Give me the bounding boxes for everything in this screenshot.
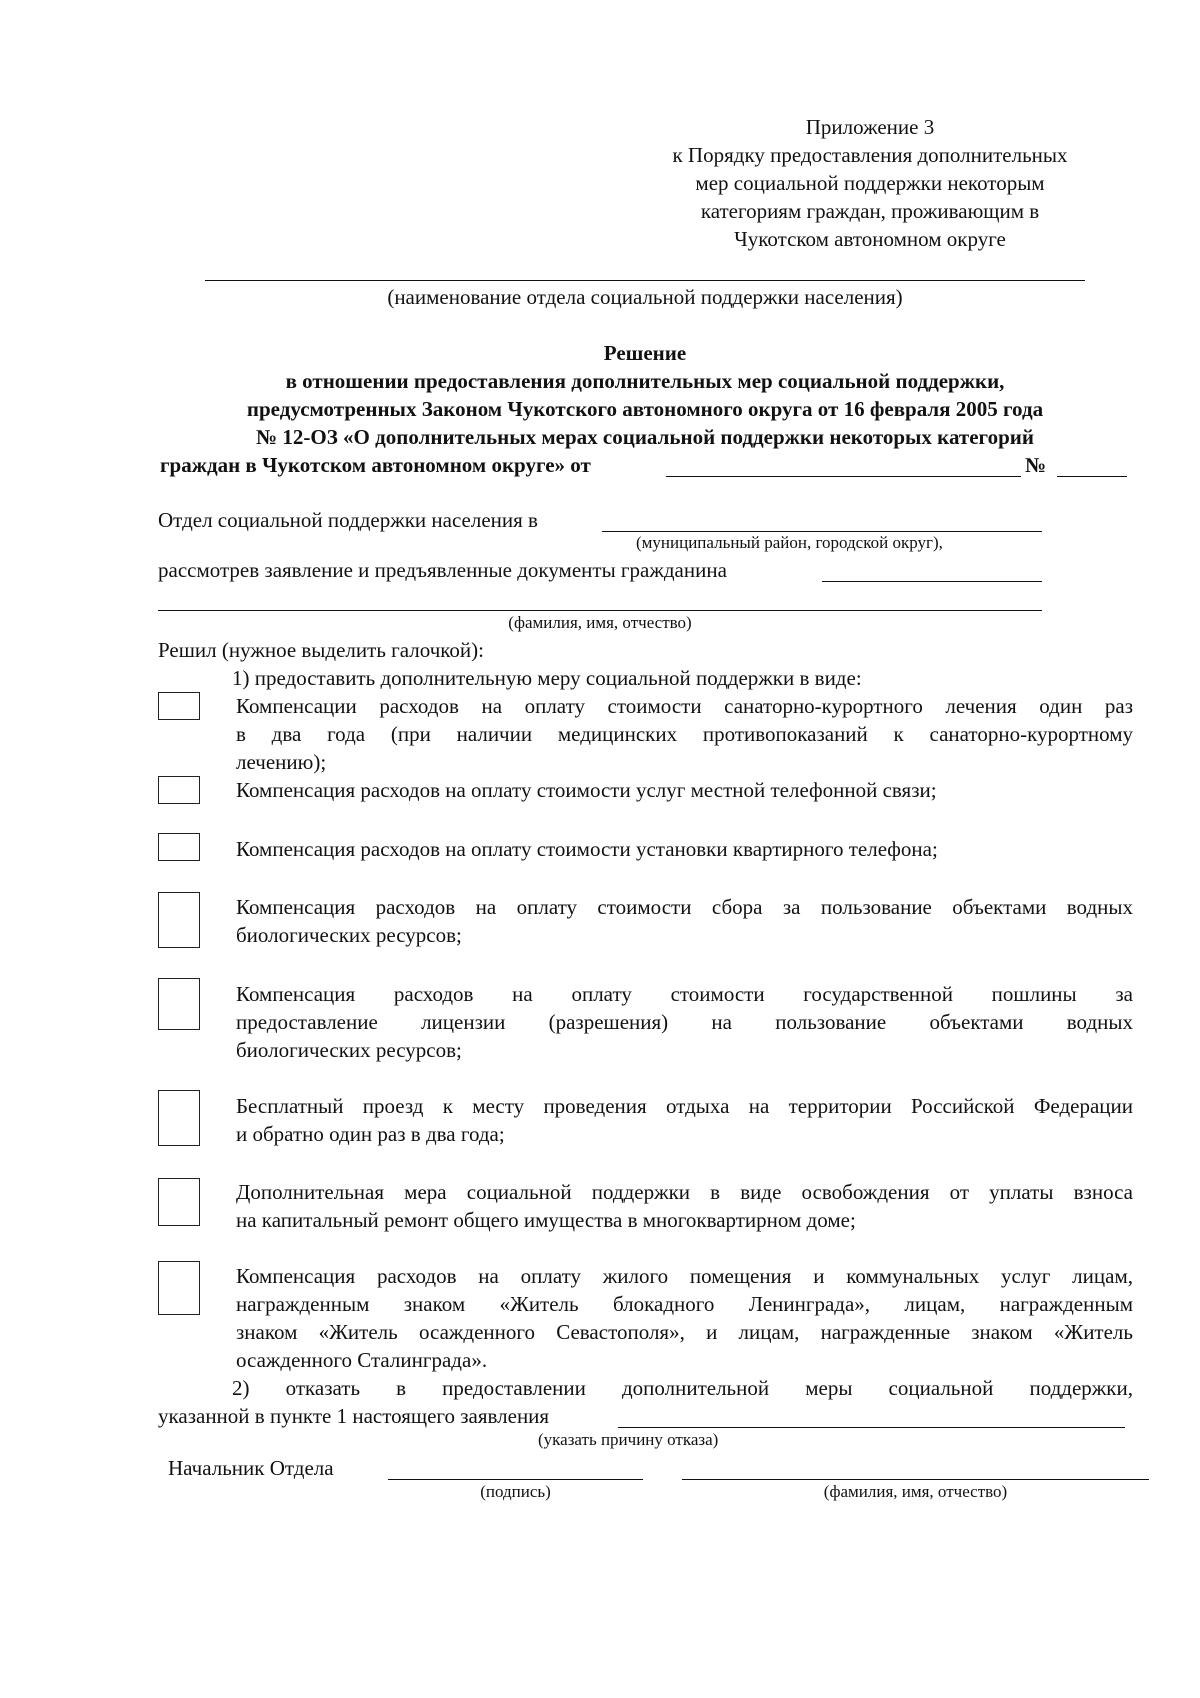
option-line: Компенсация расходов на оплату стоимости сбора за пользование объектами водных: [236, 895, 1133, 919]
option-line: в два года (при наличии медицинских противопоказаний к санаторно-курортному: [236, 722, 1133, 746]
decision-date-field[interactable]: [666, 476, 1021, 477]
option-7-text: [236, 1178, 1133, 1234]
option-line: награжденным знаком «Житель блокадного Ленинграда», лицам, награжденным: [236, 1292, 1133, 1316]
head-fio-field[interactable]: [682, 1479, 1149, 1480]
option-line: на капитальный ремонт общего имущества в многоквартирном доме;: [236, 1208, 856, 1232]
document-heading: Решение: [603, 341, 687, 365]
checkbox-option-8[interactable]: [158, 1261, 200, 1315]
option-line: биологических ресурсов;: [236, 923, 462, 947]
review-text: рассмотрев заявление и предъявленные документы гражданина: [158, 558, 727, 582]
document-title-line: граждан в Чукотском автономном округе» от: [160, 453, 591, 477]
appendix-line: к Порядку предоставления дополнительных: [672, 143, 1068, 167]
option-line: Дополнительная мера социальной поддержки в виде освобождения от уплаты взноса: [236, 1180, 1133, 1204]
refusal-caption: (указать причину отказа): [538, 1430, 719, 1449]
option-6-text: [236, 1092, 1133, 1148]
document-title-line: предусмотренных Законом Чукотского автономного округа от 16 февраля 2005 года: [246, 397, 1044, 421]
decided-label: Решил (нужное выделить галочкой):: [158, 638, 484, 662]
citizen-fio-field[interactable]: [158, 610, 1042, 611]
appendix-line: категориям граждан, проживающим в: [700, 199, 1040, 223]
department-prefix: Отдел социальной поддержки населения в: [158, 508, 538, 532]
checkbox-option-2[interactable]: [158, 776, 200, 804]
appendix-block: [620, 113, 1120, 253]
option-line: биологических ресурсов;: [236, 1038, 462, 1062]
document-title-line: № 12-ОЗ «О дополнительных мерах социальной поддержки некоторых категорий: [256, 425, 1034, 449]
option-line: предоставление лицензии (разрешения) на пользование объектами водных: [236, 1010, 1133, 1034]
refusal-line-1: 2) отказать в предоставлении дополнительной меры социальной поддержки,: [232, 1376, 1133, 1400]
option-line: знаком «Житель осажденного Севастополя», и лицам, награжденные знаком «Житель: [236, 1320, 1133, 1344]
option-line: Компенсация расходов на оплату стоимости государственной пошлины за: [236, 982, 1133, 1006]
option-8-text: [236, 1262, 1133, 1374]
signature-field[interactable]: [388, 1479, 643, 1480]
head-of-department-label: Начальник Отдела: [168, 1456, 334, 1480]
citizen-field-short[interactable]: [822, 581, 1042, 582]
decision-number-field[interactable]: [1057, 476, 1127, 477]
checkbox-option-7[interactable]: [158, 1178, 200, 1226]
option-1-text: [236, 692, 1133, 776]
appendix-line: мер социальной поддержки некоторым: [695, 171, 1045, 195]
option-line: Компенсация расходов на оплату стоимости услуг местной телефонной связи;: [236, 778, 937, 802]
appendix-line: Чукотском автономном округе: [734, 227, 1006, 251]
checkbox-option-6[interactable]: [158, 1090, 200, 1146]
checkbox-option-4[interactable]: [158, 892, 200, 948]
option-5-text: [236, 980, 1133, 1064]
checkbox-option-5[interactable]: [158, 978, 200, 1030]
option-line: Компенсация расходов на оплату жилого помещения и коммунальных услуг лицам,: [236, 1264, 1133, 1288]
option-4-text: [236, 893, 1133, 949]
item-1-label: 1) предоставить дополнительную меру социальной поддержки в виде:: [232, 666, 862, 690]
department-caption: (наименование отдела социальной поддержки населения): [387, 285, 903, 309]
option-3-text: [236, 835, 1133, 863]
checkbox-option-1[interactable]: [158, 692, 200, 720]
municipality-caption: (муниципальный район, городской округ),: [636, 533, 943, 552]
option-line: осажденного Сталинграда».: [236, 1348, 488, 1372]
checkbox-option-3[interactable]: [158, 833, 200, 861]
appendix-title: Приложение 3: [805, 115, 935, 139]
department-name-field[interactable]: [205, 280, 1085, 281]
refusal-reason-field[interactable]: [618, 1427, 1125, 1428]
option-line: Компенсации расходов на оплату стоимости санаторно-курортного лечения один раз: [236, 694, 1133, 718]
option-line: Компенсация расходов на оплату стоимости установки квартирного телефона;: [236, 837, 938, 861]
option-line: лечению);: [236, 750, 327, 774]
refusal-line-2: указанной в пункте 1 настоящего заявления: [158, 1404, 550, 1428]
head-fio-caption: (фамилия, имя, отчество): [823, 1482, 1008, 1501]
number-sign: №: [1025, 453, 1047, 477]
fio-caption: (фамилия, имя, отчество): [508, 613, 692, 632]
option-2-text: [236, 776, 1133, 804]
signature-caption: (подпись): [480, 1482, 551, 1501]
municipality-field[interactable]: [602, 531, 1042, 532]
document-title-line: в отношении предоставления дополнительных мер социальной поддержки,: [285, 369, 1005, 393]
option-line: и обратно один раз в два года;: [236, 1122, 505, 1146]
option-line: Бесплатный проезд к месту проведения отдыха на территории Российской Федерации: [236, 1094, 1133, 1118]
